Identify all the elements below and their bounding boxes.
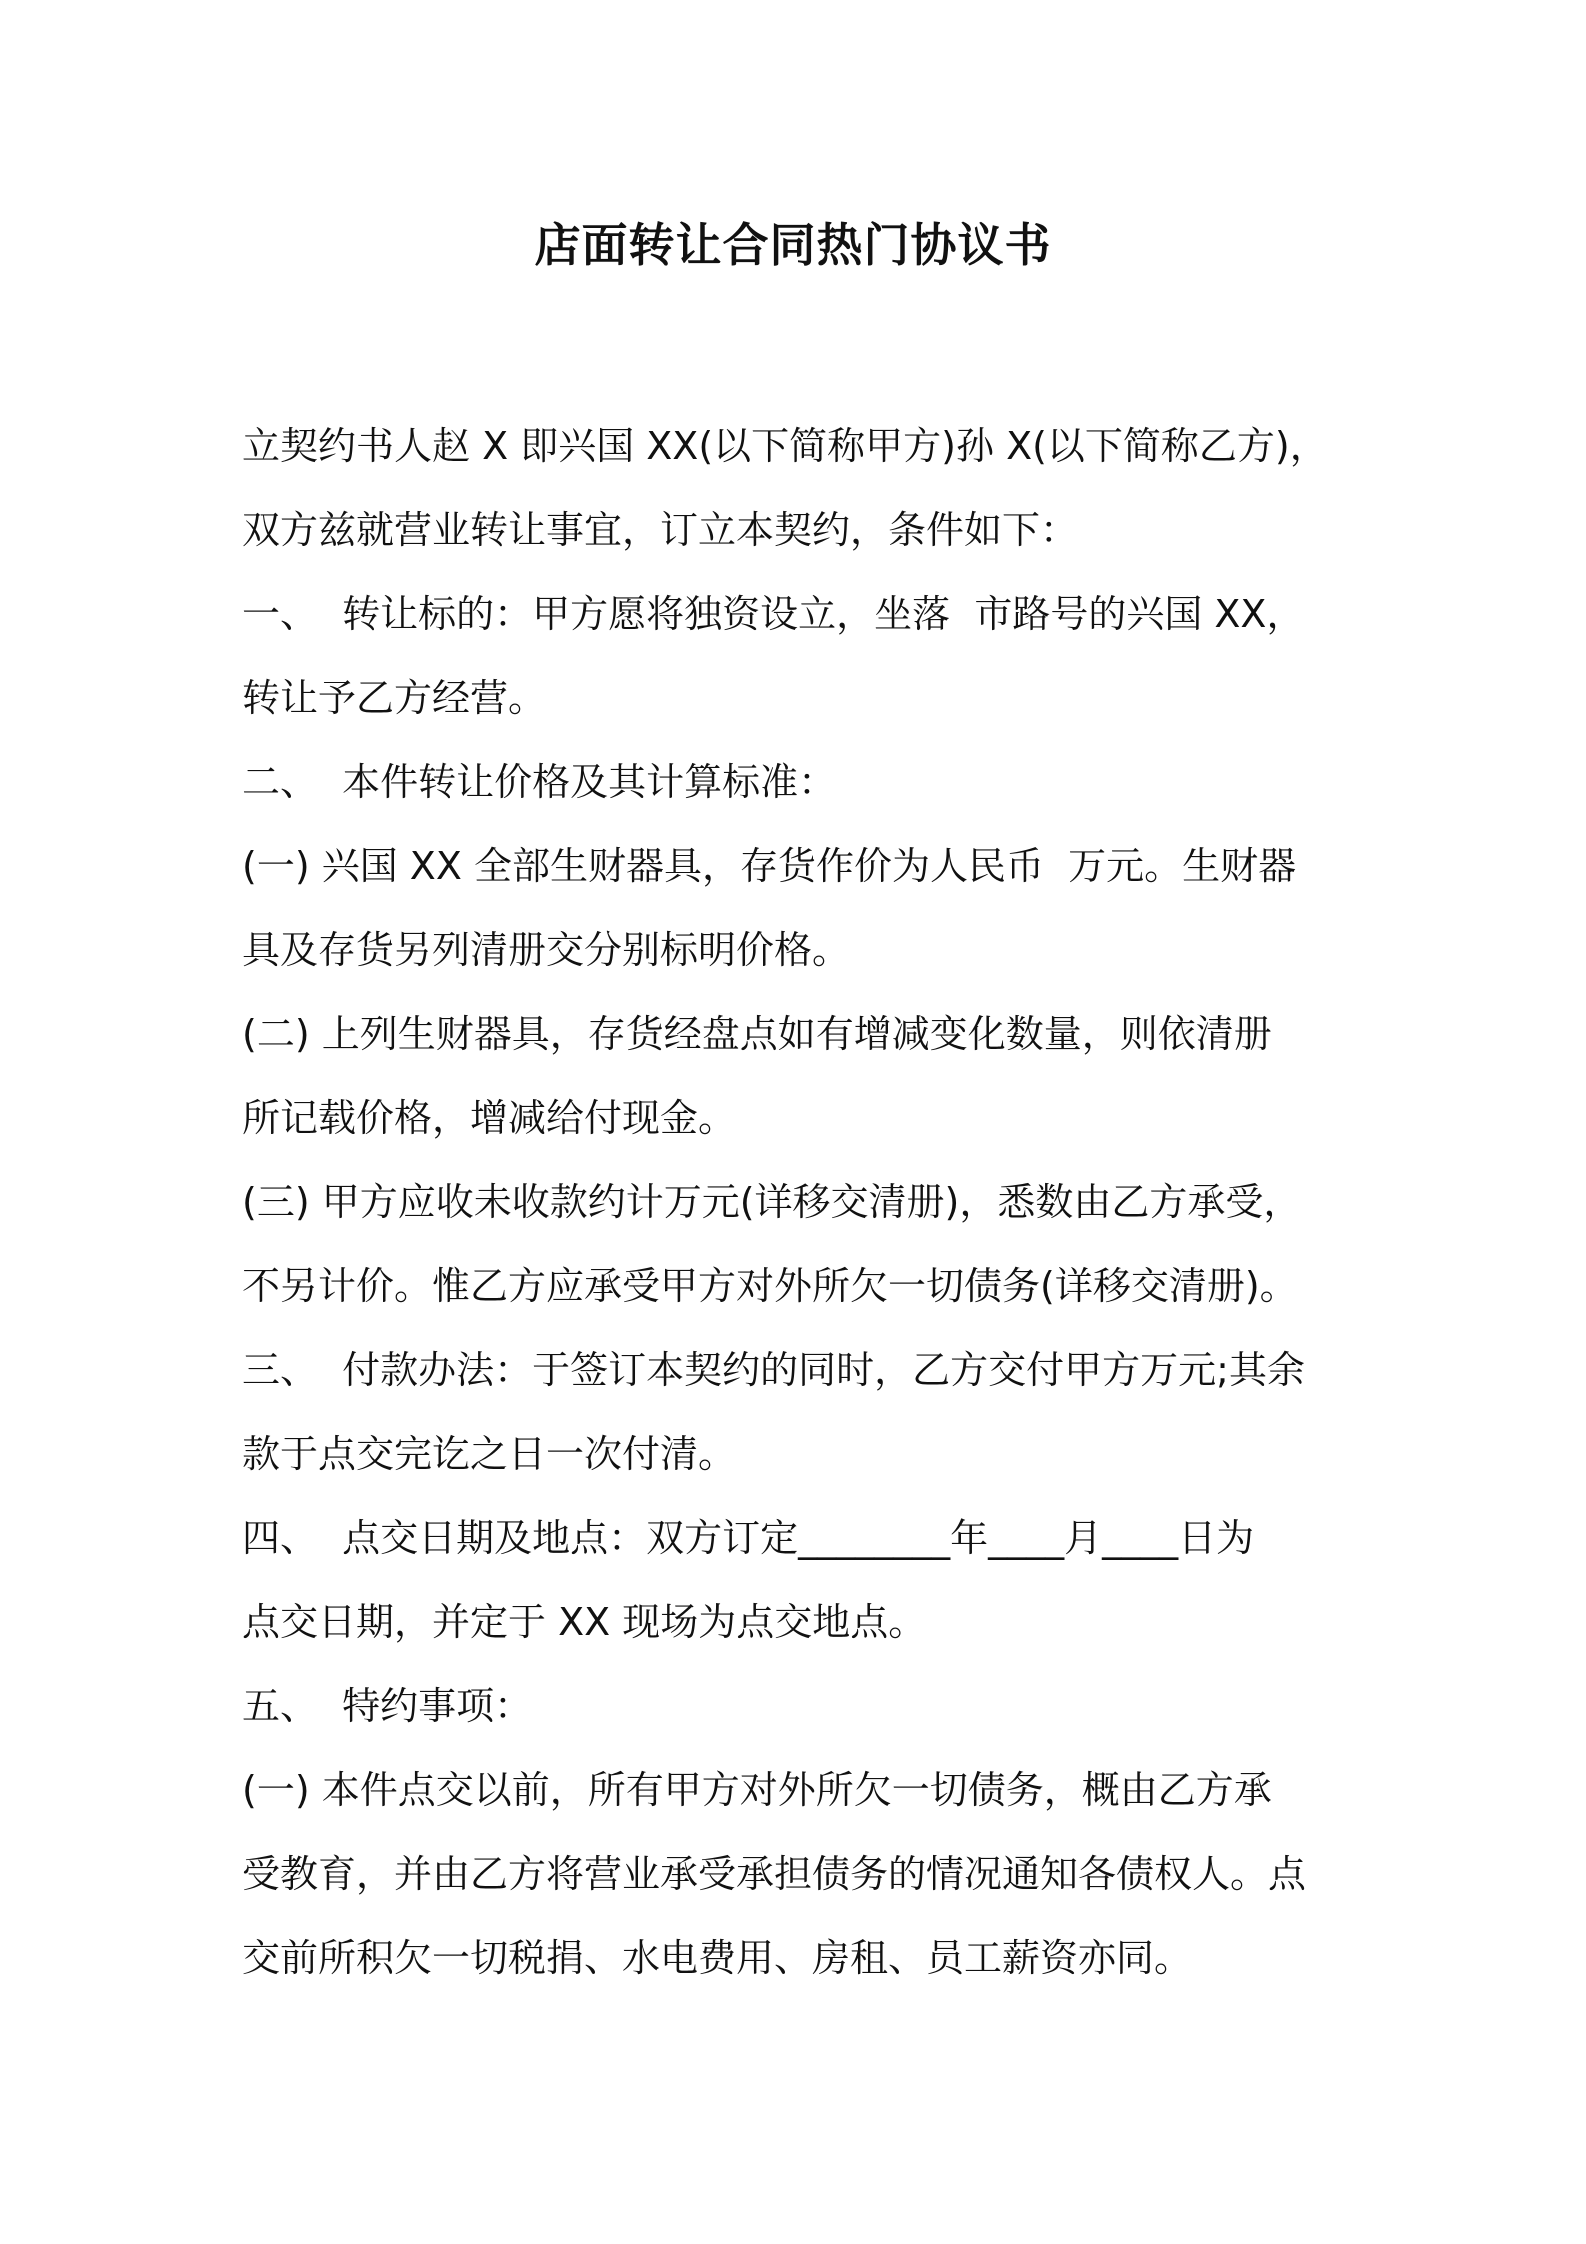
- paragraph-line: 交前所积欠一切税捐、水电费用、房租、员工薪资亦同。: [242, 1936, 1193, 1980]
- paragraph-line: 三、 付款办法：于签订本契约的同时，乙方交付甲方万元;其余: [242, 1348, 1305, 1392]
- paragraph-line: (一) 兴国 XX 全部生财器具，存货作价为人民币 万元。生财器: [242, 844, 1297, 888]
- paragraph-line: 点交日期，并定于 XX 现场为点交地点。: [242, 1600, 927, 1644]
- paragraph-line: 具及存货另列清册交分别标明价格。: [242, 928, 851, 972]
- paragraph-line: 二、 本件转让价格及其计算标准：: [242, 760, 837, 804]
- paragraph-line: 受教育，并由乙方将营业承受承担债务的情况通知各债权人。点: [242, 1852, 1307, 1896]
- contract-body: [242, 404, 1352, 2000]
- paragraph-line: 转让予乙方经营。: [242, 676, 547, 720]
- paragraph-line: (三) 甲方应收未收款约计万元(详移交清册)，悉数由乙方承受，: [242, 1180, 1302, 1224]
- paragraph-line: (二) 上列生财器具，存货经盘点如有增减变化数量，则依清册: [242, 1012, 1272, 1056]
- document-title: 店面转让合同热门协议书: [534, 218, 1052, 272]
- paragraph-line: 所记载价格，增减给付现金。: [242, 1096, 737, 1140]
- paragraph-line: 四、 点交日期及地点：双方订定________年____月____日为: [242, 1516, 1255, 1560]
- paragraph-line: 不另计价。惟乙方应承受甲方对外所欠一切债务(详移交清册)。: [242, 1264, 1298, 1308]
- paragraph-line: 立契约书人赵 X 即兴国 XX(以下简称甲方)孙 X(以下简称乙方)，: [242, 424, 1328, 468]
- paragraph-line: (一) 本件点交以前，所有甲方对外所欠一切债务，概由乙方承: [242, 1768, 1272, 1812]
- paragraph-line: 一、 转让标的：甲方愿将独资设立，坐落 市路号的兴国 XX，: [242, 592, 1305, 636]
- paragraph-line: 款于点交完讫之日一次付清。: [242, 1432, 737, 1476]
- paragraph-line: 双方兹就营业转让事宜，订立本契约，条件如下：: [242, 508, 1079, 552]
- paragraph-line: 五、 特约事项：: [242, 1684, 533, 1728]
